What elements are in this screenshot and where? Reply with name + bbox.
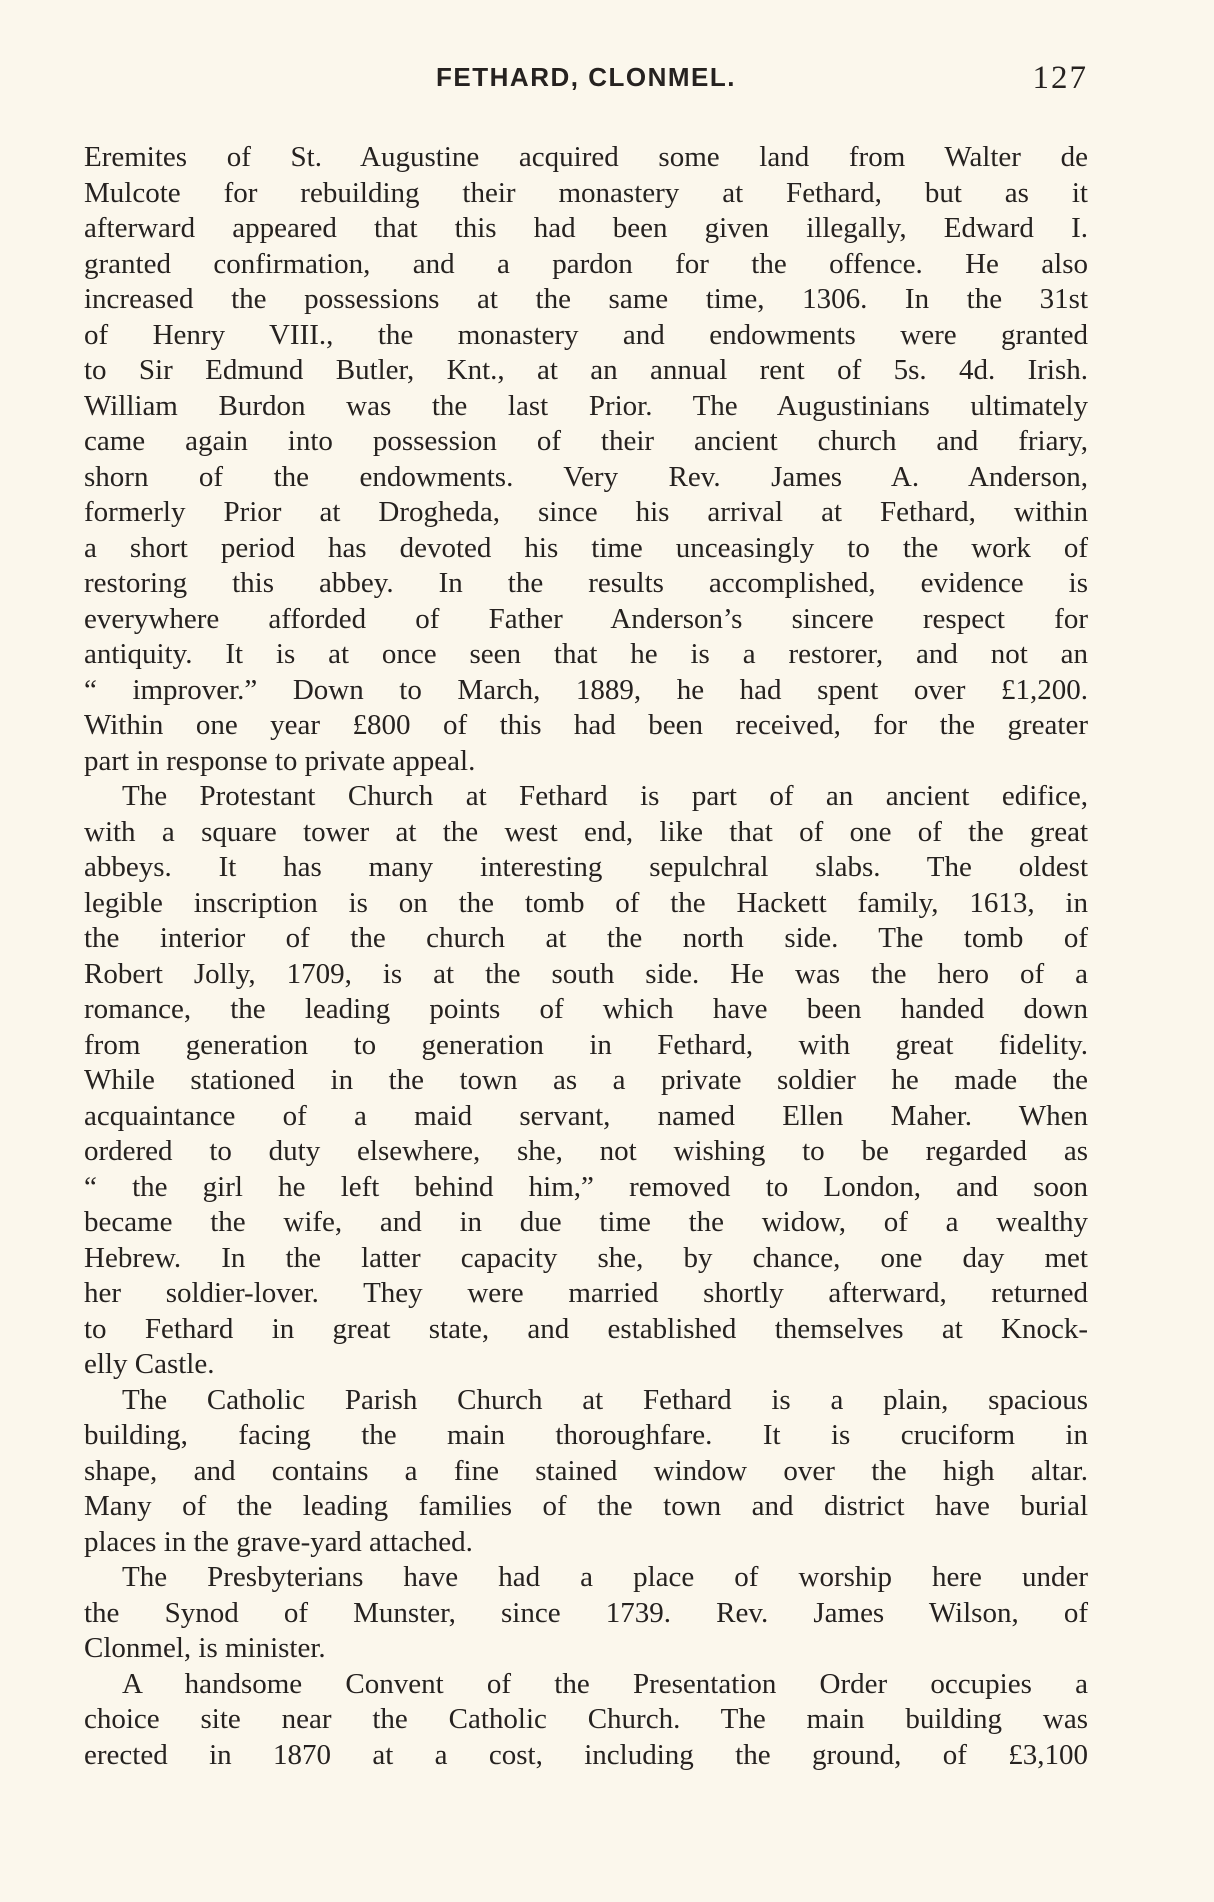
text-line: elly Castle. — [84, 1348, 215, 1380]
text-line: While stationed in the town as a private soldier he made the — [84, 1064, 1088, 1096]
text-line: ordered to duty elsewhere, she, not wishing to be regarded as — [84, 1135, 1088, 1167]
page-header — [84, 62, 1088, 102]
text-line: The Protestant Church at Fethard is part of an ancient edifice, — [122, 780, 1088, 812]
text-line: “ the girl he left behind him,” removed to London, and soon — [84, 1170, 1088, 1203]
text-line: legible inscription is on the tomb of the Hackett family, 1613, in — [84, 886, 1088, 919]
text-line: to Fethard in great state, and established themselves at Knock- — [84, 1312, 1088, 1345]
text-line: Clonmel, is minister. — [84, 1632, 326, 1664]
text-line: became the wife, and in due time the widow, of a wealthy — [84, 1206, 1088, 1238]
text-line: Hebrew. In the latter capacity she, by chance, one day met — [84, 1241, 1088, 1274]
text-line: her soldier-lover. They were married shortly afterward, returned — [84, 1277, 1088, 1309]
text-line: antiquity. It is at once seen that he is a restorer, and not an — [84, 638, 1088, 670]
text-line: acquaintance of a maid servant, named Ellen Maher. When — [84, 1099, 1088, 1132]
text-line: places in the grave-yard attached. — [84, 1525, 473, 1558]
text-line: came again into possession of their ancient church and friary, — [84, 425, 1088, 457]
text-line: everywhere afforded of Father Anderson’s sincere respect for — [84, 602, 1088, 635]
text-line: choice site near the Catholic Church. The main building was — [84, 1703, 1088, 1735]
text-line: formerly Prior at Drogheda, since his arrival at Fethard, within — [84, 496, 1088, 528]
text-line: granted confirmation, and a pardon for the offence. He also — [84, 247, 1088, 280]
text-line: of Henry VIII., the monastery and endowments were granted — [84, 318, 1088, 351]
text-line: Robert Jolly, 1709, is at the south side. He was the hero of a — [84, 957, 1088, 990]
text-line: Eremites of St. Augustine acquired some land from Walter de — [84, 141, 1088, 173]
text-line: increased the possessions at the same time, 1306. In the 31st — [84, 283, 1088, 315]
text-line: afterward appeared that this had been given illegally, Edward I. — [84, 212, 1088, 244]
text-line: from generation to generation in Fethard, with great fidelity. — [84, 1028, 1088, 1061]
text-line: erected in 1870 at a cost, including the ground, of £3,100 — [84, 1738, 1088, 1771]
text-line: abbeys. It has many interesting sepulchral slabs. The oldest — [84, 851, 1088, 883]
text-line: “ improver.” Down to March, 1889, he had spent over £1,200. — [84, 673, 1088, 706]
text-line: Many of the leading families of the town and district have burial — [84, 1490, 1088, 1522]
text-line: a short period has devoted his time unceasingly to the work of — [84, 531, 1088, 564]
running-head: FETHARD, CLONMEL. — [436, 62, 736, 92]
text-line: building, facing the main thoroughfare. It is cruciform in — [84, 1419, 1088, 1451]
text-line: A handsome Convent of the Presentation Order occupies a — [122, 1667, 1088, 1700]
text-line: shape, and contains a fine stained window over the high altar. — [84, 1454, 1088, 1487]
text-line: with a square tower at the west end, like that of one of the great — [84, 815, 1088, 848]
page-number: 127 — [1032, 60, 1088, 96]
text-line: to Sir Edmund Butler, Knt., at an annual rent of 5s. 4d. Irish. — [84, 354, 1088, 386]
text-line: William Burdon was the last Prior. The Augustinians ultimately — [84, 389, 1088, 422]
text-line: Within one year £800 of this had been received, for the greater — [84, 709, 1088, 741]
text-line: The Catholic Parish Church at Fethard is a plain, spacious — [122, 1383, 1088, 1416]
text-line: shorn of the endowments. Very Rev. James A. Anderson, — [84, 460, 1088, 493]
text-line: Mulcote for rebuilding their monastery at Fethard, but as it — [84, 176, 1088, 209]
body-text — [84, 140, 1088, 1773]
text-line: the Synod of Munster, since 1739. Rev. James Wilson, of — [84, 1596, 1088, 1629]
text-line: restoring this abbey. In the results accomplished, evidence is — [84, 567, 1088, 599]
text-line: romance, the leading points of which have been handed down — [84, 993, 1088, 1025]
text-line: The Presbyterians have had a place of worship here under — [122, 1561, 1088, 1593]
text-line: the interior of the church at the north side. The tomb of — [84, 922, 1088, 954]
text-line: part in response to private appeal. — [84, 744, 476, 777]
